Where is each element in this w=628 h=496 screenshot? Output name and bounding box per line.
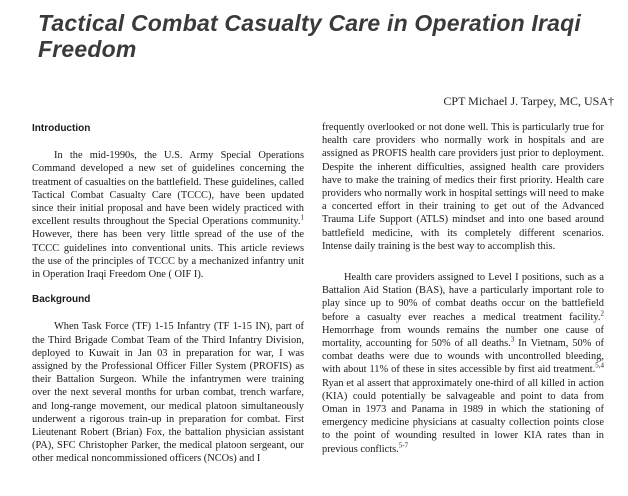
level-one-text-c: In Vietnam, 50% of combat deaths were due to wounds with uncontrolled bleeding, with about 11% of these in sites accessible by first aid treatment. <box>322 338 604 376</box>
level-one-text-d: Ryan et al assert that approximately one-third of all killed in action (KIA) could potentially be salvageable and point to data from Oman in 1973 and Panama in 1989 in which the stationing of emergency medicine physicians at casualty collection points close to the point of wounding resulted in lower KIA rates than in previous conflicts. <box>322 377 604 455</box>
intro-paragraph <box>32 149 304 281</box>
footnote-ref-5-7: 5-7 <box>398 441 409 450</box>
intro-text-a: In the mid-1990s, the U.S. Army Special Operations Command developed a new set of guidelines concerning the treatment of casualties on the battlefield. These guidelines, called Tactical Combat Casualty Care (TCCC), have been updated since their initial proposal and have been widely practiced with excellent results throughout the Special Operations community. <box>32 150 304 228</box>
footnote-ref-2: 2 <box>600 309 604 318</box>
article-title: Tactical Combat Casualty Care in Operation Iraqi Freedom <box>38 10 582 62</box>
level-one-text-b: Hemorrhage from wounds remains the number one cause of mortality, accounting for 50% of all deaths. <box>322 324 604 350</box>
level-one-text-a: Health care providers assigned to Level I positions, such as a Battalion Aid Station (BAS), have a particularly important role to play since up to 90% of combat deaths occur on the battlefield before a casualty ever reaches a medical treatment facility. <box>322 272 604 323</box>
intro-footnote-ref: 1 <box>300 213 304 222</box>
right-column <box>322 121 604 456</box>
left-column <box>32 118 304 466</box>
author-line: CPT Michael J. Tarpey, MC, USA† <box>443 94 614 108</box>
footnote-ref-3: 3 <box>510 335 515 344</box>
background-heading: Background <box>32 294 91 306</box>
level-one-paragraph <box>322 271 604 456</box>
background-paragraph: When Task Force (TF) 1-15 Infantry (TF 1-15 IN), part of the Third Brigade Combat Team of the Third Infantry Division, deployed to Kuwait in Jan 03 in preparation for war, I was assigned by the Professional Officer Filler System (PROFIS) as their Battalion Surgeon. While the infantrymen were training over the next several months for urban combat, trench warfare, and long-range movement, our medical platoon simultaneously underwent a rigorous train-up in preparation for combat. First Lieutenant Robert (Brian) Fox, the battalion physician assistant (PA), SFC Christopher Parker, the medical platoon sergeant, our other medical noncommissioned officers (NCOs) and I <box>32 321 304 465</box>
training-paragraph: frequently overlooked or not done well. This is particularly true for health care providers who normally work in hospitals and are assigned as PROFIS health care providers just prior to deployment. Despite the inherent difficulties, assigned health care providers have to make the training of medics their first priority. Health care providers who normally work in hospital settings will need to make a concerted effort in their training to get out of the Advanced Trauma Life Support (ATLS) mindset and into one based around battlefield medicine, with its completely different scenarios. Intense daily training is the best way to accomplish this. <box>322 122 604 252</box>
intro-text-b: However, there has been very little spread of the use of the TCCC guidelines into conventional units. This article reviews the use of the principles of TCCC by a mechanized infantry unit in Operation Iraqi Freedom One ( OIF I). <box>32 229 304 281</box>
intro-heading: Introduction <box>32 123 91 134</box>
footnote-ref-5-4: 5,4 <box>595 361 604 370</box>
